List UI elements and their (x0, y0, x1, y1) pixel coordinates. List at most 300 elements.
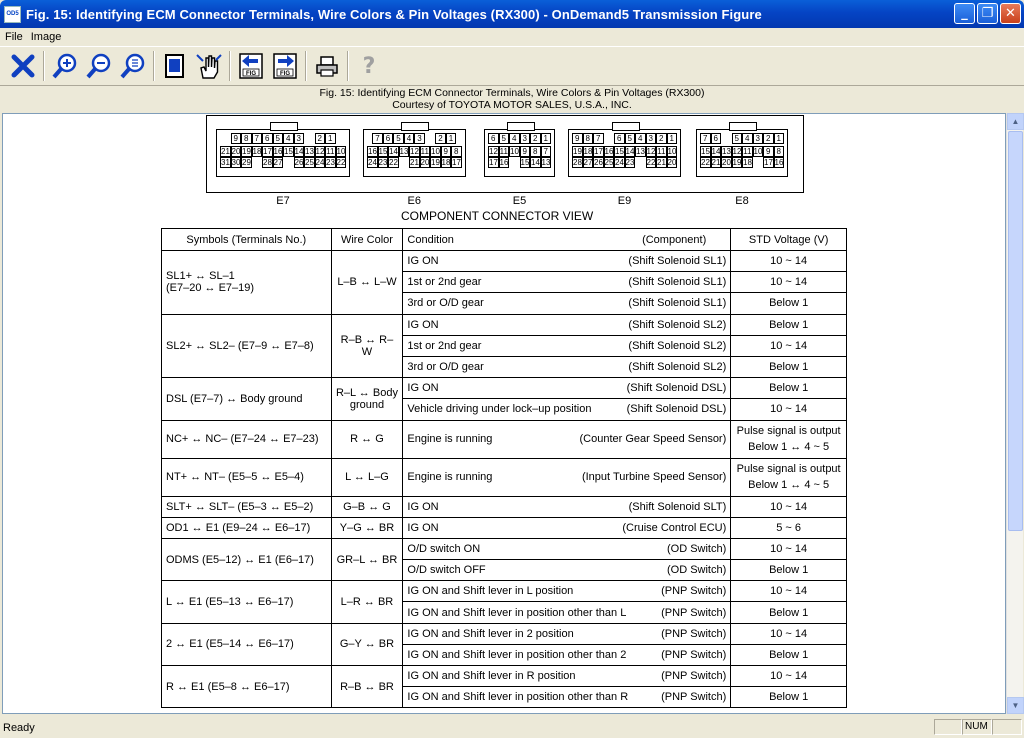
table-header-row (162, 229, 847, 251)
header-condition (403, 229, 731, 251)
header-wire-color: Wire Color (331, 229, 403, 251)
component-text: (Shift Solenoid SL2) (628, 339, 727, 352)
connector-pin: 16 (273, 147, 283, 156)
connector-pin: 27 (273, 158, 283, 167)
std-voltage-cell: 10 ~ 14 (731, 538, 847, 559)
zoom-page-icon (119, 52, 147, 80)
connector-pin: 10 (510, 147, 519, 156)
condition-text: IG ON and Shift lever in L position (407, 585, 574, 598)
connector-pin: 9 (231, 133, 242, 144)
menu-file[interactable]: File (5, 31, 23, 43)
std-voltage-cell: 10 ~ 14 (731, 251, 847, 272)
connector-pin: 21 (711, 158, 721, 167)
symbol-cell: R ↔ E1 (E5–8 ↔ E6–17) (162, 666, 332, 708)
condition-text: 1st or 2nd gear (407, 339, 482, 352)
condition-cell (403, 420, 731, 458)
symbol-cell: SL2+ ↔ SL2– (E7–9 ↔ E7–8) (162, 314, 332, 378)
component-text: (PNP Switch) (661, 670, 727, 683)
fit-page-button[interactable] (158, 49, 192, 83)
wire-color-cell: L–B ↔ L–W (331, 251, 403, 315)
symbol-cell: OD1 ↔ E1 (E9–24 ↔ E6–17) (162, 517, 332, 538)
svg-text:FIG: FIG (246, 71, 256, 77)
close-window-button[interactable]: ✕ (1000, 3, 1021, 24)
std-voltage-cell: 10 ~ 14 (731, 496, 847, 517)
component-text: (OD Switch) (666, 542, 727, 555)
condition-text: IG ON (407, 382, 439, 395)
connector-pin: 9 (572, 133, 583, 144)
status-pane-num: NUM (962, 719, 992, 735)
connector-pin: 8 (530, 146, 541, 157)
wire-color-cell: L ↔ L–G (331, 458, 403, 496)
connector-pin: 2 (315, 133, 326, 144)
connector-key-tab (612, 122, 640, 131)
connector-pin: 22 (336, 158, 346, 167)
connector-pin: 17 (489, 158, 498, 167)
connector-pin: 23 (625, 158, 635, 167)
condition-text: IG ON and Shift lever in position other than L (407, 606, 627, 619)
wire-color-cell: R–B ↔ R–W (331, 314, 403, 378)
connector-pin: 20 (667, 158, 677, 167)
connector-pin: 16 (774, 158, 784, 167)
connector-view-label: COMPONENT CONNECTOR VIEW (401, 209, 594, 223)
scroll-down-arrow-icon[interactable]: ▼ (1007, 697, 1024, 714)
connector-pin: 4 (283, 133, 294, 144)
connector-e6 (363, 129, 466, 177)
connector-pin: 26 (594, 158, 603, 167)
connector-pin: 18 (743, 158, 752, 167)
condition-text: IG ON and Shift lever in position other than R (407, 691, 629, 704)
print-button[interactable] (310, 49, 344, 83)
connector-pin: 19 (573, 147, 582, 156)
component-text: (Shift Solenoid DSL) (626, 403, 727, 416)
connector-pin: 31 (221, 158, 230, 167)
connector-pin: 22 (701, 158, 710, 167)
minimize-button[interactable]: _ (954, 3, 975, 24)
condition-text: O/D switch ON (407, 542, 481, 555)
connector-pin: 14 (625, 147, 635, 156)
condition-text: Engine is running (407, 433, 493, 445)
connector-pin: 27 (583, 158, 593, 167)
connector-pin: 9 (763, 146, 774, 157)
connector-pin: 4 (509, 133, 520, 144)
symbol-cell: SLT+ ↔ SLT– (E5–3 ↔ E5–2) (162, 496, 332, 517)
connector-pin: 12 (410, 147, 419, 156)
connector-pin: 5 (273, 133, 284, 144)
table-row (162, 666, 847, 687)
condition-cell (403, 399, 731, 420)
hand-icon (195, 52, 223, 80)
connector-pin: 17 (594, 147, 603, 156)
connector-pin: 14 (389, 147, 398, 156)
condition-cell (403, 644, 731, 665)
condition-cell (403, 538, 731, 559)
condition-cell (403, 378, 731, 399)
std-voltage-cell: Below 1 (731, 644, 847, 665)
table-row (162, 378, 847, 399)
connector-pin: 23 (378, 158, 388, 167)
connector-pin: 2 (530, 133, 541, 144)
connector-pin: 8 (583, 133, 594, 144)
std-voltage-cell: 10 ~ 14 (731, 335, 847, 356)
connector-pin: 17 (764, 158, 773, 167)
condition-cell (403, 623, 731, 644)
condition-cell (403, 517, 731, 538)
connector-pin: 21 (657, 158, 666, 167)
connector-pin: 20 (231, 147, 241, 156)
condition-cell (403, 666, 731, 687)
connector-pin: 11 (743, 147, 752, 156)
connector-pin: 7 (252, 133, 263, 144)
std-voltage-cell: Below 1 (731, 602, 847, 623)
connector-pin: 15 (284, 147, 293, 156)
connector-pin: 5 (393, 133, 404, 144)
component-text: (PNP Switch) (661, 691, 727, 704)
connector-pin: 8 (774, 146, 785, 157)
connector-pin: 26 (294, 158, 304, 167)
connector-pin: 17 (263, 147, 272, 156)
status-pane-scroll (992, 719, 1022, 735)
connector-e9 (568, 129, 681, 177)
connector-pin: 25 (305, 158, 314, 167)
component-text: (Shift Solenoid SL2) (628, 361, 727, 374)
connector-pin: 8 (241, 133, 252, 144)
table-row (162, 251, 847, 272)
condition-text: 3rd or O/D gear (407, 361, 484, 374)
std-voltage-cell: 10 ~ 14 (731, 581, 847, 602)
std-voltage-cell: 10 ~ 14 (731, 666, 847, 687)
connector-pin: 11 (326, 147, 335, 156)
component-text: (Shift Solenoid SL1) (628, 255, 727, 268)
help-button[interactable] (352, 49, 386, 83)
connector-pin: 12 (646, 147, 656, 156)
connector-pin: 24 (615, 158, 624, 167)
connector-pin: 8 (451, 146, 462, 157)
std-voltage-cell: 5 ~ 6 (731, 517, 847, 538)
connector-pin: 3 (414, 133, 425, 144)
connector-pin: 6 (488, 133, 499, 144)
connector-pin: 4 (635, 133, 646, 144)
figure-caption (0, 86, 1024, 112)
connector-pin: 18 (583, 147, 593, 156)
component-text: (OD Switch) (666, 564, 727, 577)
table-row (162, 538, 847, 559)
condition-cell (403, 293, 731, 314)
status-text: Ready (3, 721, 35, 734)
component-text: (Shift Solenoid SL2) (628, 318, 727, 331)
connector-pin: 28 (573, 158, 582, 167)
connector-pin: 3 (753, 133, 764, 144)
std-voltage-cell: Pulse signal is output Below 1 ↔ 4 ~ 5 (731, 458, 847, 496)
condition-text: IG ON (407, 318, 439, 331)
connector-pin: 22 (389, 158, 398, 167)
printer-icon (314, 53, 340, 79)
connector-pin: 7 (700, 133, 711, 144)
table-row (162, 314, 847, 335)
component-text: (Shift Solenoid SL1) (628, 276, 727, 289)
connector-pin: 1 (774, 133, 785, 144)
connector-pin: 4 (742, 133, 753, 144)
help-icon: ? (362, 53, 376, 79)
header-std-voltage: STD Voltage (V) (731, 229, 847, 251)
connector-pin: 18 (441, 158, 451, 167)
connector-pin: 12 (489, 147, 498, 156)
zoom-out-icon (85, 52, 113, 80)
previous-figure-icon (238, 52, 264, 80)
condition-cell (403, 602, 731, 623)
connector-pin: 11 (657, 147, 666, 156)
std-voltage-cell: Below 1 (731, 560, 847, 581)
maximize-button[interactable]: ❐ (977, 3, 998, 24)
std-voltage-cell: 10 ~ 14 (731, 623, 847, 644)
condition-cell (403, 356, 731, 377)
svg-text:FIG: FIG (280, 71, 290, 77)
condition-cell (403, 251, 731, 272)
header-symbols: Symbols (Terminals No.) (162, 229, 332, 251)
close-x-icon (10, 53, 36, 79)
connector-pin: 3 (294, 133, 305, 144)
table-row (162, 581, 847, 602)
connector-e7 (216, 129, 350, 177)
condition-text: O/D switch OFF (407, 564, 486, 577)
component-text: (Cruise Control ECU) (622, 521, 727, 534)
connector-pin: 9 (441, 146, 452, 157)
std-voltage-cell: Below 1 (731, 293, 847, 314)
status-bar (0, 717, 1024, 738)
connector-pin: 24 (368, 158, 377, 167)
next-figure-icon (272, 52, 298, 80)
std-voltage-cell: Below 1 (731, 687, 847, 708)
connector-pin: 10 (667, 147, 677, 156)
connector-pin: 7 (593, 133, 604, 144)
symbol-cell: L ↔ E1 (E5–13 ↔ E6–17) (162, 581, 332, 623)
connector-pin: 15 (520, 158, 530, 167)
zoom-fit-button[interactable] (116, 49, 150, 83)
component-text: (Counter Gear Speed Sensor) (579, 433, 727, 445)
connector-label-e9: E9 (617, 195, 632, 207)
next-figure-button[interactable] (268, 49, 302, 83)
connector-pin: 1 (541, 133, 552, 144)
ecm-connector-diagram (206, 115, 804, 207)
connector-pin: 11 (499, 147, 508, 156)
connector-pin: 5 (625, 133, 636, 144)
wire-color-cell: G–B ↔ G (331, 496, 403, 517)
std-voltage-cell: 10 ~ 14 (731, 272, 847, 293)
connector-pin: 10 (336, 147, 346, 156)
connector-pin: 1 (446, 133, 457, 144)
std-voltage-cell: 10 ~ 14 (731, 399, 847, 420)
symbol-cell: NT+ ↔ NT– (E5–5 ↔ E5–4) (162, 458, 332, 496)
symbol-cell: NC+ ↔ NC– (E7–24 ↔ E7–23) (162, 420, 332, 458)
table-row (162, 496, 847, 517)
caption-courtesy: Courtesy of TOYOTA MOTOR SALES, U.S.A., INC. (392, 99, 632, 111)
connector-pin: 20 (420, 158, 430, 167)
connector-pin: 23 (326, 158, 335, 167)
connector-pin: 30 (231, 158, 241, 167)
window-title: Fig. 15: Identifying ECM Connector Terminals, Wire Colors & Pin Voltages (RX300) - OnDemand5 Transmission Figure (26, 6, 762, 22)
connector-pin: 15 (378, 147, 388, 156)
connector-pin: 22 (646, 158, 656, 167)
connector-pin: 3 (646, 133, 657, 144)
connector-label-e7: E7 (276, 195, 290, 207)
connector-pin: 13 (399, 147, 409, 156)
title-bar (0, 0, 1024, 28)
menu-image[interactable]: Image (30, 31, 62, 43)
connector-pin: 2 (763, 133, 774, 144)
symbol-cell: DSL (E7–7) ↔ Body ground (162, 378, 332, 420)
connector-pin: 10 (431, 147, 440, 156)
component-text: (PNP Switch) (661, 606, 727, 619)
zoom-out-button[interactable] (82, 49, 116, 83)
connector-pin: 3 (520, 133, 531, 144)
std-voltage-cell: Below 1 (731, 314, 847, 335)
connector-pin: 4 (404, 133, 415, 144)
toolbar (0, 46, 1024, 86)
connector-key-tab (729, 122, 757, 131)
table-row (162, 517, 847, 538)
pan-hand-button[interactable] (192, 49, 226, 83)
condition-text: Vehicle driving under lock–up position (407, 403, 592, 416)
connector-pin: 15 (615, 147, 624, 156)
component-text: (Shift Solenoid SL1) (628, 297, 727, 310)
vertical-scrollbar[interactable] (1006, 113, 1023, 714)
condition-text: 1st or 2nd gear (407, 276, 482, 289)
connector-pin: 25 (604, 158, 614, 167)
menu-bar (0, 28, 1024, 46)
connector-e8 (696, 129, 788, 177)
std-voltage-cell: Below 1 (731, 378, 847, 399)
connector-pin: 14 (531, 158, 540, 167)
condition-cell (403, 560, 731, 581)
connector-pin: 29 (242, 158, 251, 167)
connector-label-e6: E6 (407, 195, 421, 207)
condition-cell (403, 581, 731, 602)
connector-pin: 16 (604, 147, 614, 156)
header-condition-label: Condition (407, 233, 454, 246)
connector-pin: 18 (252, 147, 262, 156)
zoom-in-icon (51, 52, 79, 80)
connector-e5 (484, 129, 555, 177)
connector-pin: 12 (315, 147, 325, 156)
condition-cell (403, 496, 731, 517)
connector-pin: 14 (294, 147, 304, 156)
connector-pin: 2 (435, 133, 446, 144)
connector-pin: 1 (325, 133, 336, 144)
symbol-cell: ODMS (E5–12) ↔ E1 (E6–17) (162, 538, 332, 580)
condition-text: IG ON (407, 255, 439, 268)
std-voltage-cell: Pulse signal is output Below 1 ↔ 4 ~ 5 (731, 420, 847, 458)
connector-pin: 7 (372, 133, 383, 144)
component-text: (PNP Switch) (661, 648, 727, 661)
wire-color-cell: L–R ↔ BR (331, 581, 403, 623)
wire-color-cell: R–B ↔ BR (331, 666, 403, 708)
connector-pin: 28 (263, 158, 272, 167)
close-figure-button[interactable] (6, 49, 40, 83)
connector-pin: 11 (420, 147, 429, 156)
condition-text: IG ON (407, 500, 439, 513)
caption-title: Fig. 15: Identifying ECM Connector Terminals, Wire Colors & Pin Voltages (RX300) (319, 87, 705, 99)
document-icon (162, 53, 188, 79)
component-text: (PNP Switch) (661, 627, 727, 640)
connector-pin: 24 (315, 158, 325, 167)
connector-key-tab (507, 122, 535, 131)
condition-cell (403, 458, 731, 496)
connector-pin: 13 (722, 147, 731, 156)
wire-color-cell: G–Y ↔ BR (331, 623, 403, 665)
wire-color-cell: R ↔ G (331, 420, 403, 458)
figure-viewport[interactable] (2, 113, 1006, 714)
connector-pin: 9 (520, 146, 531, 157)
ecm-terminal-table (161, 228, 847, 708)
condition-cell (403, 272, 731, 293)
symbol-cell: 2 ↔ E1 (E5–14 ↔ E6–17) (162, 623, 332, 665)
connector-pin: 12 (732, 147, 742, 156)
connector-pin: 21 (410, 158, 419, 167)
connector-pin: 21 (221, 147, 230, 156)
connector-label-e8: E8 (735, 195, 749, 207)
connector-pin: 2 (656, 133, 667, 144)
connector-pin: 6 (383, 133, 394, 144)
zoom-in-button[interactable] (48, 49, 82, 83)
connector-pin: 19 (732, 158, 742, 167)
component-text: (Input Turbine Speed Sensor) (581, 471, 727, 483)
component-text: (PNP Switch) (661, 585, 727, 598)
connector-pin: 6 (614, 133, 625, 144)
connector-pin: 6 (262, 133, 273, 144)
connector-pin: 7 (541, 146, 552, 157)
connector-pin: 19 (431, 158, 440, 167)
connector-pin: 16 (499, 158, 509, 167)
connector-key-tab (270, 122, 298, 131)
connector-pin: 10 (753, 147, 763, 156)
connector-pin: 19 (242, 147, 251, 156)
component-text: (Shift Solenoid DSL) (626, 382, 727, 395)
table-row (162, 623, 847, 644)
connector-pin: 13 (305, 147, 314, 156)
connector-pin: 13 (636, 147, 645, 156)
connector-pin: 5 (732, 133, 743, 144)
connector-pin: 1 (667, 133, 678, 144)
condition-text: Engine is running (407, 471, 493, 483)
scroll-up-arrow-icon[interactable]: ▲ (1007, 113, 1024, 130)
connector-pin: 20 (722, 158, 731, 167)
connector-pin: 15 (701, 147, 710, 156)
symbol-cell: SL1+ ↔ SL–1 (E7–20 ↔ E7–19) (162, 251, 332, 315)
condition-cell (403, 335, 731, 356)
app-icon[interactable]: OD5 (4, 6, 21, 23)
wire-color-cell: R–L ↔ Body ground (331, 378, 403, 420)
connector-pin: 16 (368, 147, 377, 156)
component-text: (Shift Solenoid SLT) (628, 500, 727, 513)
connector-pin: 6 (711, 133, 722, 144)
condition-text: IG ON and Shift lever in 2 position (407, 627, 574, 640)
connector-label-e5: E5 (512, 195, 527, 207)
std-voltage-cell: Below 1 (731, 356, 847, 377)
header-component-label: (Component) (642, 233, 707, 246)
table-row (162, 420, 847, 458)
wire-color-cell: Y–G ↔ BR (331, 517, 403, 538)
connector-pin: 17 (452, 158, 461, 167)
condition-cell (403, 687, 731, 708)
condition-text: IG ON and Shift lever in position other than 2 (407, 648, 627, 661)
connector-pin: 13 (541, 158, 551, 167)
connector-pin: 5 (499, 133, 510, 144)
condition-text: IG ON and Shift lever in R position (407, 670, 576, 683)
condition-cell (403, 314, 731, 335)
previous-figure-button[interactable] (234, 49, 268, 83)
condition-text: IG ON (407, 521, 439, 534)
scroll-thumb[interactable] (1008, 131, 1023, 531)
connector-key-tab (401, 122, 429, 131)
